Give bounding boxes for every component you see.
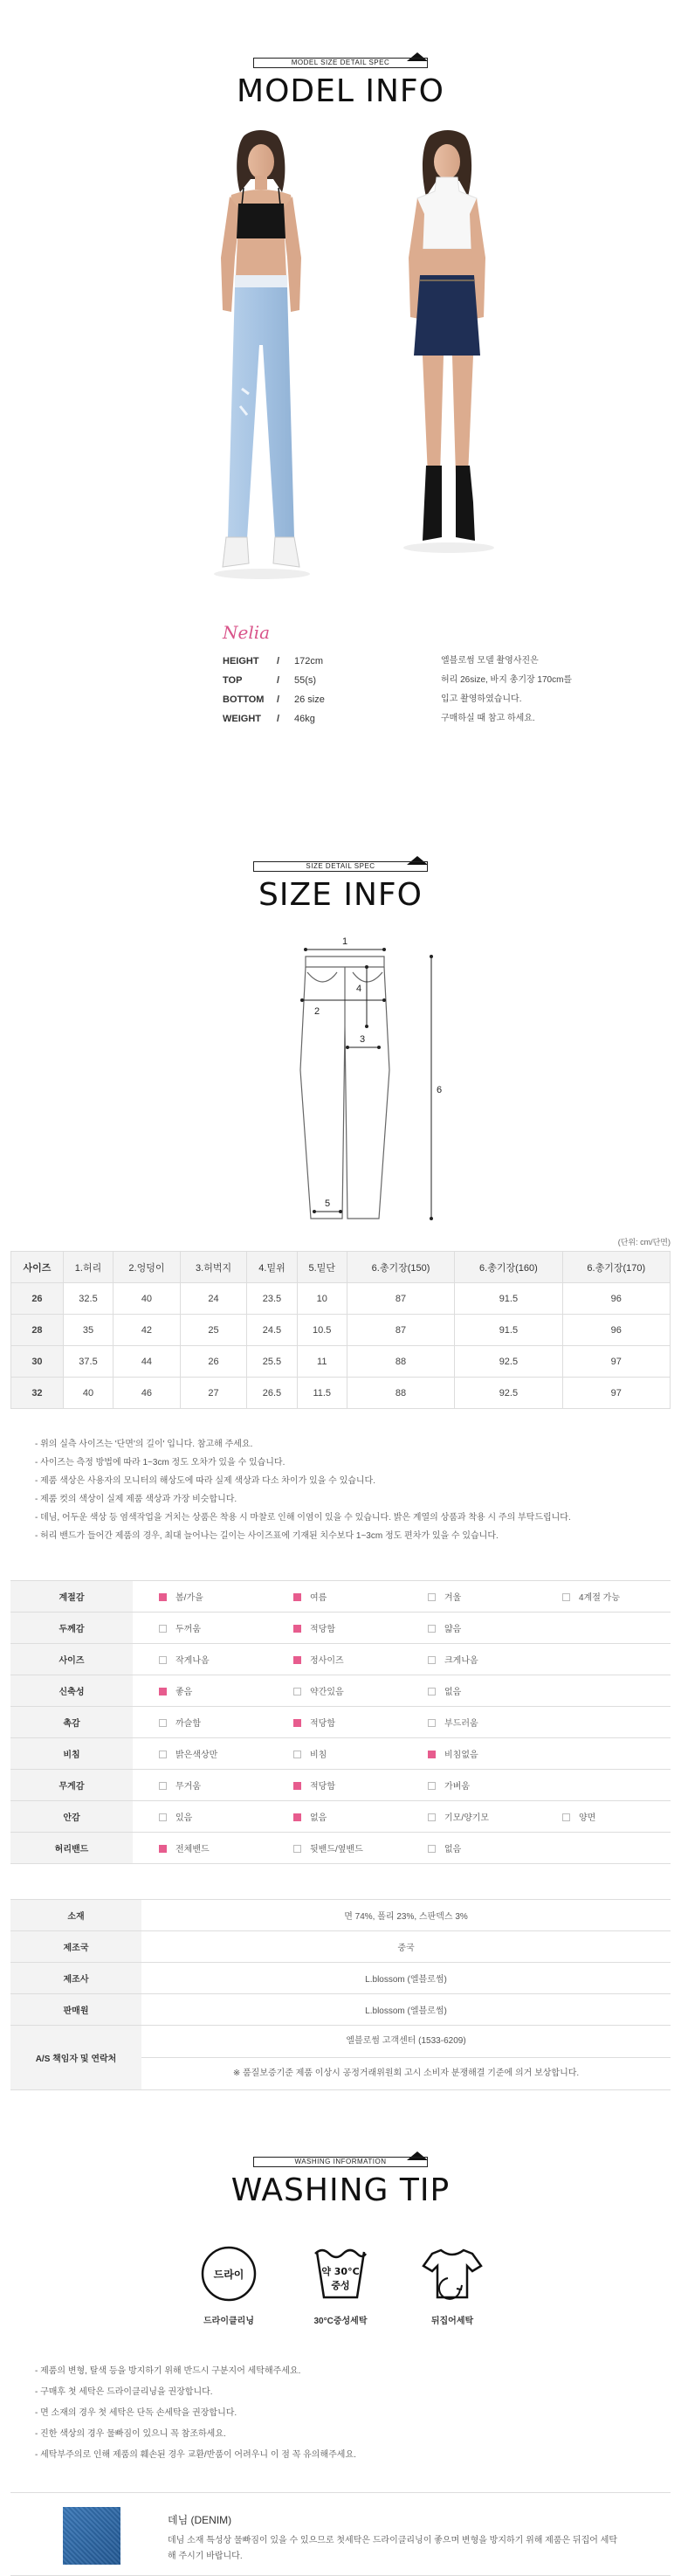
attribute-option-label: 있음 <box>175 1813 193 1823</box>
washing-section-tag <box>253 2151 428 2167</box>
unchecked-box-icon <box>159 1751 167 1758</box>
attribute-option <box>267 1707 402 1738</box>
washer-temp-text: 약 30°C <box>321 2266 360 2277</box>
attribute-option-label: 양면 <box>579 1813 596 1823</box>
size-cell: 87 <box>347 1283 454 1315</box>
size-note: - 허리 밴드가 들어간 제품의 경우, 최대 늘어나는 길이는 사이즈표에 기재된 치수보다 1~3cm 정도 편차가 있을 수 있습니다. <box>35 1531 499 1541</box>
attribute-empty-cell <box>536 1707 671 1738</box>
size-note: - 위의 실측 사이즈는 '단면'의 길이' 입니다. 참고해 주세요. <box>35 1440 253 1449</box>
size-note: - 제품 색상은 사용자의 모니터의 해상도에 따라 실제 색상과 다소 차이가 있을 수 있습니다. <box>35 1476 375 1486</box>
attribute-option-label: 적당함 <box>310 1782 335 1792</box>
attribute-option <box>133 1770 267 1801</box>
size-cell: 91.5 <box>455 1315 562 1346</box>
size-header-cell: 6.총기장(150) <box>347 1252 454 1283</box>
attribute-row <box>10 1613 671 1644</box>
unchecked-box-icon <box>428 1845 436 1853</box>
attribute-option <box>402 1833 536 1864</box>
size-header-cell: 5.밑단 <box>297 1252 347 1283</box>
size-cell: 11 <box>297 1346 347 1378</box>
size-cell: 24.5 <box>247 1315 297 1346</box>
washing-section <box>0 2090 681 2576</box>
unchecked-box-icon <box>159 1813 167 1821</box>
checked-box-icon <box>293 1813 301 1821</box>
attribute-option <box>267 1675 402 1707</box>
attribute-label: 허리밴드 <box>10 1833 133 1864</box>
size-cell: 25 <box>180 1315 247 1346</box>
attribute-option <box>402 1738 536 1770</box>
attribute-option <box>267 1738 402 1770</box>
wash-item-dry-clean <box>185 2243 272 2326</box>
spec-sep: / <box>277 656 280 666</box>
size-cell: 32.5 <box>63 1283 113 1315</box>
size-cell: 44 <box>114 1346 181 1378</box>
checked-box-icon <box>293 1656 301 1664</box>
attribute-label: 계절감 <box>10 1581 133 1613</box>
size-cell: 88 <box>347 1378 454 1409</box>
attribute-row <box>10 1707 671 1738</box>
size-cell: 91.5 <box>455 1283 562 1315</box>
attribute-option <box>133 1581 267 1613</box>
size-cell: 92.5 <box>455 1346 562 1378</box>
fabric-info <box>10 2492 671 2576</box>
size-cell: 26.5 <box>247 1378 297 1409</box>
wash-label: 30°C중성세탁 <box>313 2317 368 2326</box>
attribute-empty-cell <box>536 1675 671 1707</box>
info-row <box>10 1931 671 1963</box>
attribute-option <box>402 1707 536 1738</box>
spec-sep: / <box>277 694 280 705</box>
attribute-option <box>267 1833 402 1864</box>
size-cell: 40 <box>114 1283 181 1315</box>
size-cell: 23.5 <box>247 1283 297 1315</box>
size-note: - 사이즈는 측정 방법에 따라 1~3cm 정도 오차가 있을 수 있습니다. <box>35 1458 285 1468</box>
checked-box-icon <box>293 1593 301 1601</box>
wash-icons <box>0 2243 681 2326</box>
checked-box-icon <box>159 1593 167 1601</box>
product-info-table <box>10 1899 671 2090</box>
info-value: 면 74%, 폴리 23%, 스판덱스 3% <box>141 1900 671 1931</box>
wash-label: 뒤집어세탁 <box>430 2317 474 2326</box>
size-section-tag <box>253 856 428 872</box>
size-header-cell: 2.엉덩이 <box>114 1252 181 1283</box>
model-note-line: 엘블로썸 모델 촬영사진은 <box>441 656 539 666</box>
attribute-row <box>10 1675 671 1707</box>
as-label: A/S 책임자 및 연락처 <box>10 2026 141 2090</box>
washing-title: WASHING TIP <box>230 2172 451 2208</box>
unchecked-box-icon <box>159 1719 167 1727</box>
attribute-row <box>10 1581 671 1613</box>
size-cell: 11.5 <box>297 1378 347 1409</box>
info-value: 중국 <box>141 1931 671 1963</box>
size-cell: 40 <box>63 1378 113 1409</box>
wash-note: - 세탁부주의로 인해 제품의 훼손된 경우 교환/반품이 어려우니 이 점 꼭 유의해주세요. <box>35 2450 356 2460</box>
attribute-option-label: 뒷밴드/옆밴드 <box>310 1845 363 1854</box>
spec-value: 26 size <box>294 694 325 705</box>
attribute-option-label: 무거움 <box>175 1782 201 1792</box>
attribute-option <box>536 1581 671 1613</box>
info-label: 제조사 <box>10 1963 141 1994</box>
fabric-desc: 데님 소재 특성상 물빠짐이 있을 수 있으므로 첫세탁은 드라이클리닝이 좋으며 변형을 방지하기 위해 제품은 뒤집어 세탁해 주시기 바랍니다. <box>168 2536 618 2561</box>
model-photo-skirt <box>382 127 513 616</box>
size-cell: 10.5 <box>297 1315 347 1346</box>
attribute-empty-cell <box>536 1833 671 1864</box>
checked-box-icon <box>293 1719 301 1727</box>
attribute-option-label: 정사이즈 <box>310 1656 344 1666</box>
attribute-option-label: 적당함 <box>310 1719 335 1729</box>
attribute-option <box>536 1801 671 1833</box>
wash-label: 드라이클리닝 <box>203 2317 254 2326</box>
model-title: MODEL INFO <box>237 73 444 109</box>
size-cell: 96 <box>562 1315 670 1346</box>
size-cell: 26 <box>180 1346 247 1378</box>
attribute-empty-cell <box>536 1738 671 1770</box>
attribute-option-label: 좋음 <box>175 1688 193 1697</box>
info-value: L.blossom (엘블로썸) <box>141 1963 671 1994</box>
attribute-option-label: 약간있음 <box>310 1688 344 1697</box>
size-cell: 46 <box>114 1378 181 1409</box>
unchecked-box-icon <box>159 1782 167 1790</box>
size-cell: 42 <box>114 1315 181 1346</box>
attribute-option-label: 없음 <box>444 1688 462 1697</box>
diagram-label-6: 6 <box>437 1085 443 1095</box>
size-header-cell: 6.총기장(170) <box>562 1252 670 1283</box>
unchecked-box-icon <box>293 1688 301 1695</box>
attribute-option-label: 비침 <box>310 1751 327 1760</box>
attribute-label: 촉감 <box>10 1707 133 1738</box>
info-value: L.blossom (엘블로썸) <box>141 1994 671 2026</box>
size-cell: 88 <box>347 1346 454 1378</box>
pants-outline-icon <box>0 930 681 1227</box>
attribute-option <box>402 1675 536 1707</box>
size-table-header <box>11 1252 671 1283</box>
denim-swatch <box>63 2507 120 2565</box>
diagram-label-5: 5 <box>325 1198 331 1209</box>
spec-key: BOTTOM <box>223 694 265 705</box>
attribute-option <box>267 1581 402 1613</box>
size-row-label: 30 <box>11 1346 64 1378</box>
wash-item-30c <box>297 2243 384 2326</box>
model-note-line: 허리 26size, 바지 총기장 170cm를 <box>441 675 573 685</box>
attribute-option-label: 없음 <box>310 1813 327 1823</box>
unit-note: (단위: cm/단면) <box>617 1238 671 1247</box>
spec-value: 172cm <box>294 656 324 666</box>
dry-clean-icon <box>198 2243 259 2304</box>
size-cell: 97 <box>562 1378 670 1409</box>
size-row-label: 32 <box>11 1378 64 1409</box>
unchecked-box-icon <box>159 1625 167 1633</box>
spec-value: 46kg <box>294 714 315 724</box>
attribute-option-label: 겨울 <box>444 1593 462 1603</box>
size-note: - 제품 컷의 색상이 실제 제품 색상과 가장 비슷합니다. <box>35 1495 237 1504</box>
pants-diagram <box>0 930 681 1227</box>
unchecked-box-icon <box>428 1782 436 1790</box>
size-cell: 37.5 <box>63 1346 113 1378</box>
size-notes <box>35 1435 646 1545</box>
checked-box-icon <box>159 1845 167 1853</box>
size-title: SIZE INFO <box>258 877 423 913</box>
unchecked-box-icon <box>159 1656 167 1664</box>
model-name: Nelia <box>223 622 271 643</box>
size-cell: 92.5 <box>455 1378 562 1409</box>
model-details <box>223 622 589 729</box>
unchecked-box-icon <box>293 1845 301 1853</box>
checked-box-icon <box>159 1688 167 1695</box>
info-row <box>10 1900 671 1931</box>
attribute-option-label: 가벼움 <box>444 1782 470 1792</box>
attribute-option <box>267 1644 402 1675</box>
model-photo-jeans <box>196 127 327 616</box>
attribute-label: 두께감 <box>10 1613 133 1644</box>
attribute-option <box>402 1644 536 1675</box>
wash-note: - 제품의 변형, 탈색 등을 방지하기 위해 반드시 구분지어 세탁해주세요. <box>35 2366 301 2376</box>
model-info-section <box>0 0 681 821</box>
attribute-option-label: 비침없음 <box>444 1751 478 1760</box>
attribute-option <box>133 1833 267 1864</box>
diagram-label-2: 2 <box>314 1006 320 1017</box>
size-table <box>10 1251 671 1409</box>
attribute-option-label: 두꺼움 <box>175 1625 201 1634</box>
model-tag-text: MODEL SIZE DETAIL SPEC <box>253 58 428 68</box>
spec-key: HEIGHT <box>223 656 259 666</box>
attribute-option-label: 없음 <box>444 1845 462 1854</box>
size-row-label: 28 <box>11 1315 64 1346</box>
unchecked-box-icon <box>428 1688 436 1695</box>
diagram-label-4: 4 <box>356 984 362 994</box>
table-row <box>11 1283 671 1315</box>
attribute-option <box>133 1738 267 1770</box>
unchecked-box-icon <box>428 1656 436 1664</box>
attribute-option <box>402 1613 536 1644</box>
as-contact: 엘블로썸 고객센터 (1533-6209) <box>346 2036 466 2046</box>
size-header-cell: 4.밑위 <box>247 1252 297 1283</box>
attribute-row <box>10 1644 671 1675</box>
size-cell: 27 <box>180 1378 247 1409</box>
washer-30-icon <box>310 2243 371 2304</box>
washer-neutral-text: 중성 <box>331 2280 350 2291</box>
attribute-option-label: 4계절 가능 <box>579 1593 620 1603</box>
unchecked-box-icon <box>428 1593 436 1601</box>
wash-notes <box>35 2361 646 2466</box>
attribute-option-label: 봄/가을 <box>175 1593 203 1603</box>
size-header-cell: 1.허리 <box>63 1252 113 1283</box>
attribute-option <box>133 1644 267 1675</box>
as-row <box>10 2026 671 2090</box>
size-info-section <box>0 821 681 2090</box>
size-cell: 97 <box>562 1346 670 1378</box>
spec-sep: / <box>277 675 280 686</box>
attribute-option <box>267 1613 402 1644</box>
unchecked-box-icon <box>562 1593 570 1601</box>
attribute-option <box>402 1581 536 1613</box>
size-header-cell: 3.허벅지 <box>180 1252 247 1283</box>
unchecked-box-icon <box>428 1719 436 1727</box>
attribute-option-label: 얇음 <box>444 1625 462 1634</box>
size-cell: 24 <box>180 1283 247 1315</box>
attribute-option-label: 기모/양기모 <box>444 1813 490 1823</box>
attribute-option <box>133 1707 267 1738</box>
model-note-line: 구매하실 때 참고 하세요. <box>441 714 535 723</box>
info-label: 제조국 <box>10 1931 141 1963</box>
attribute-label: 신축성 <box>10 1675 133 1707</box>
unchecked-box-icon <box>428 1625 436 1633</box>
size-tag-text: SIZE DETAIL SPEC <box>253 861 428 872</box>
attribute-label: 안감 <box>10 1801 133 1833</box>
attribute-option <box>133 1801 267 1833</box>
size-header-cell: 사이즈 <box>11 1252 64 1283</box>
model-photos <box>0 127 681 616</box>
wash-note: - 면 소재의 경우 첫 세탁은 단독 손세탁을 권장합니다. <box>35 2408 237 2418</box>
dry-clean-text: 드라이 <box>213 2269 244 2281</box>
size-cell: 35 <box>63 1315 113 1346</box>
attribute-option-label: 여름 <box>310 1593 327 1603</box>
washing-tag-text: WASHING INFORMATION <box>253 2157 428 2167</box>
attribute-option-label: 크게나옴 <box>444 1656 478 1666</box>
checked-box-icon <box>293 1782 301 1790</box>
table-row <box>11 1346 671 1378</box>
attribute-label: 비침 <box>10 1738 133 1770</box>
fabric-title: 데님 (DENIM) <box>168 2514 232 2526</box>
attribute-row <box>10 1801 671 1833</box>
diagram-label-3: 3 <box>360 1034 366 1045</box>
attribute-row <box>10 1770 671 1801</box>
wash-note: - 구매후 첫 세탁은 드라이클리닝을 권장합니다. <box>35 2387 213 2397</box>
size-row-label: 26 <box>11 1283 64 1315</box>
unchecked-box-icon <box>428 1813 436 1821</box>
info-label: 소재 <box>10 1900 141 1931</box>
attribute-option-label: 전체밴드 <box>175 1845 210 1854</box>
wash-item-inside-out <box>409 2243 496 2326</box>
inside-out-icon <box>422 2243 483 2304</box>
attribute-row <box>10 1833 671 1864</box>
attribute-option <box>267 1801 402 1833</box>
spec-key: WEIGHT <box>223 714 261 724</box>
attribute-empty-cell <box>536 1770 671 1801</box>
attribute-option <box>267 1770 402 1801</box>
model-note <box>441 652 589 729</box>
attribute-option-label: 적당함 <box>310 1625 335 1634</box>
spec-value: 55(s) <box>294 675 317 686</box>
checked-box-icon <box>428 1751 436 1758</box>
attribute-label: 무게감 <box>10 1770 133 1801</box>
info-row <box>10 1994 671 2026</box>
attribute-option-label: 부드러움 <box>444 1719 478 1729</box>
attribute-empty-cell <box>536 1613 671 1644</box>
attribute-option-label: 작게나옴 <box>175 1656 210 1666</box>
info-label: 판매원 <box>10 1994 141 2026</box>
attribute-table <box>10 1580 671 1864</box>
model-note-line: 입고 촬영하였습니다. <box>441 694 522 704</box>
diagram-label-1: 1 <box>342 936 348 947</box>
model-section-tag <box>253 52 428 68</box>
attribute-option-label: 까슬함 <box>175 1719 201 1729</box>
unchecked-box-icon <box>293 1751 301 1758</box>
checked-box-icon <box>293 1625 301 1633</box>
wash-note: - 진한 색상의 경우 물빠짐이 있으니 꼭 참조하세요. <box>35 2429 226 2439</box>
attribute-option <box>402 1801 536 1833</box>
table-row <box>11 1378 671 1409</box>
as-warranty: ※ 품질보증기준 제품 이상시 공정거래위원회 고시 소비자 분쟁해결 기준에 의거 보상합니다. <box>141 2057 671 2089</box>
size-cell: 10 <box>297 1283 347 1315</box>
info-row <box>10 1963 671 1994</box>
spec-key: TOP <box>223 675 243 686</box>
size-note: - 데님, 어두운 색상 등 염색작업을 거치는 상품은 착용 시 마찰로 인해 이염이 있을 수 있습니다. 밝은 계열의 상품과 착용 시 주의 부탁드립니다. <box>35 1513 571 1523</box>
attribute-row <box>10 1738 671 1770</box>
attribute-option-label: 밝은색상만 <box>175 1751 218 1760</box>
size-cell: 25.5 <box>247 1346 297 1378</box>
attribute-option <box>133 1675 267 1707</box>
as-value <box>141 2026 671 2090</box>
size-header-cell: 6.총기장(160) <box>455 1252 562 1283</box>
unchecked-box-icon <box>562 1813 570 1821</box>
size-cell: 87 <box>347 1315 454 1346</box>
spec-sep: / <box>277 714 280 724</box>
attribute-option <box>402 1770 536 1801</box>
attribute-label: 사이즈 <box>10 1644 133 1675</box>
table-row <box>11 1315 671 1346</box>
attribute-option <box>133 1613 267 1644</box>
size-cell: 96 <box>562 1283 670 1315</box>
attribute-empty-cell <box>536 1644 671 1675</box>
